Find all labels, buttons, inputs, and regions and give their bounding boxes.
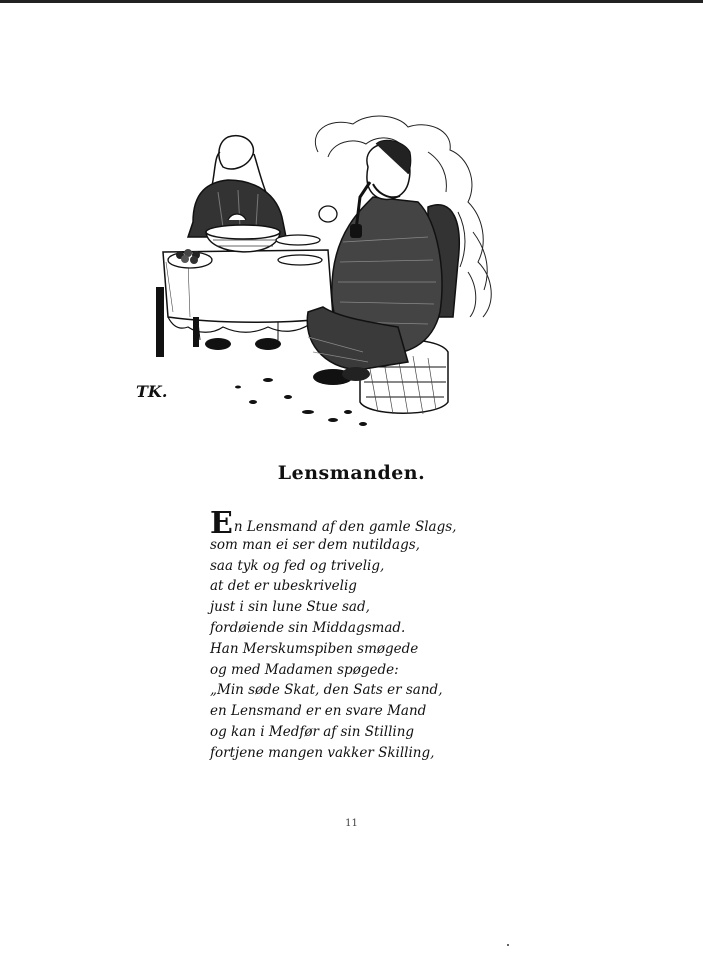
poem-line: og kan i Medfør af sin Stilling [210, 723, 415, 740]
page-number: 11 [345, 818, 358, 829]
poem-line: „Min søde Skat, den Sats er sand, [210, 682, 443, 699]
poem-line: saa tyk og fed og trivelig, [210, 557, 385, 574]
poem-line: Han Merskumspiben smøgede [210, 640, 419, 657]
artist-signature: TK. [136, 382, 168, 401]
poem-line: en Lensmand er en svare Mand [210, 703, 427, 720]
poem-body [210, 506, 510, 764]
poem-title: Lensmanden. [277, 462, 426, 484]
illustration-lensmand-dinner [128, 112, 508, 432]
poem-line: just i sin lune Stue sad, [210, 599, 370, 616]
poem-line [210, 506, 510, 541]
poem-line-first-text: n Lensmand af den gamle Slags, [233, 519, 457, 535]
paper-speck [507, 944, 509, 946]
poem-line: at det er ubeskrivelig [210, 578, 357, 595]
poem-line: fordøiende sin Middagsmad. [210, 619, 406, 636]
poem-line: fortjene mangen vakker Skilling, [210, 744, 435, 761]
page-top-border [0, 0, 703, 3]
poem-line: og med Madamen spøgede: [210, 661, 399, 678]
drop-initial: E [210, 506, 233, 541]
floor-shading [235, 378, 367, 426]
poem-line: som man ei ser dem nutildags, [210, 536, 420, 553]
